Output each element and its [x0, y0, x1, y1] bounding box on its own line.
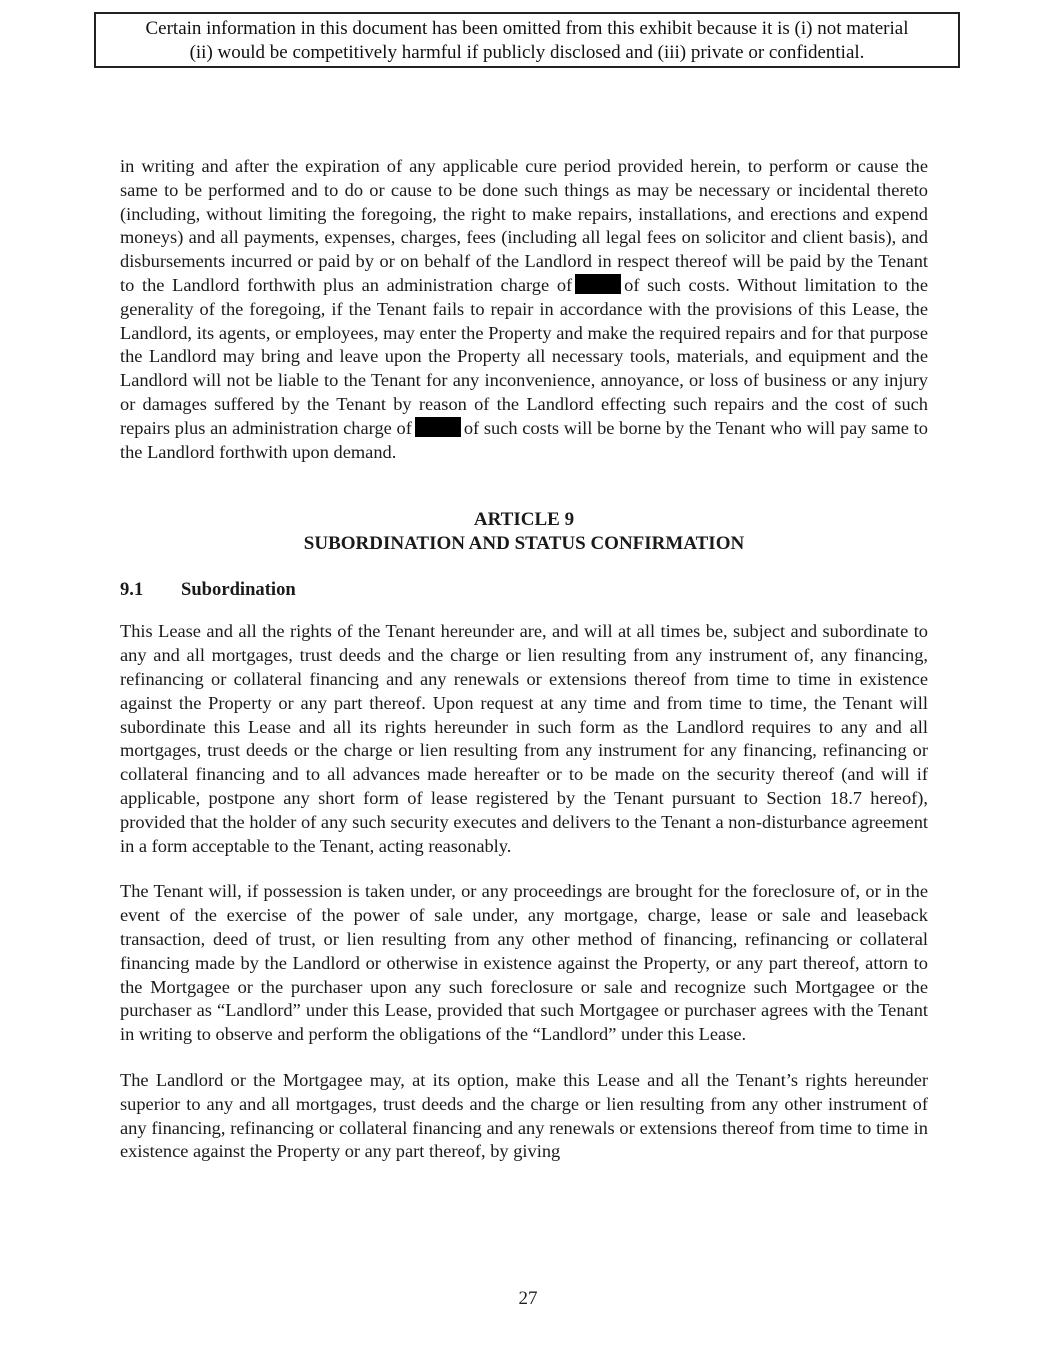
redaction-block [575, 274, 621, 294]
section-heading [120, 578, 928, 602]
redaction-notice-box [94, 12, 960, 68]
article-heading [120, 508, 928, 556]
document-body [120, 155, 928, 1164]
continuation-text-part-2: of such costs. Without limitation to the generality of the foregoing, if the Tenant fails to repair in accordance with the provisions of this Lease, the Landlord, its agents, or employees, may enter the Property and make the required repairs and for that purpose the Landlord may bring and leave upon the Property all necessary tools, materials, and equipment and the Landlord will not be liable to the Tenant for any inconvenience, annoyance, or loss of business or any injury or damages suffered by the Tenant by reason of the Landlord effecting such repairs and the cost of such repairs plus an administration charge of [120, 274, 928, 438]
notice-line-1: Certain information in this document has been omitted from this exhibit because it is (i) not material [145, 18, 909, 39]
article-title: SUBORDINATION AND STATUS CONFIRMATION [303, 533, 745, 555]
continuation-text-part-3: of such costs will be borne by the Tenant who will pay same to the Landlord forthwith upon demand. [120, 417, 928, 462]
body-paragraph: This Lease and all the rights of the Tenant hereunder are, and will at all times be, subject and subordinate to any and all mortgages, trust deeds and the charge or lien resulting from any instrument of, any financing, refinancing or collateral financing and any renewals or extensions thereof from time to time in existence against the Property or any part thereof. Upon request at any time and from time to time, the Tenant will subordinate this Lease and all its rights hereunder in such form as the Landlord requires to any and all mortgages, trust deeds or the charge or lien resulting from any instrument for any financing, refinancing or collateral financing and to all advances made hereafter or to be made on the security thereof (and will if applicable, postpone any short form of lease registered by the Tenant pursuant to Section 18.7 hereof), provided that the holder of any such security executes and delivers to the Tenant a non-disturbance agreement in a form acceptable to the Tenant, acting reasonably. [120, 621, 928, 856]
page-number: 27 [518, 1288, 538, 1309]
section-number: 9.1 [120, 579, 144, 601]
continuation-text-part-1: in writing and after the expiration of any applicable cure period provided herein, to perform or cause the same to be performed and to do or cause to be done such things as may be necessary or incidental thereto (including, without limiting the foregoing, the right to make repairs, installations, and erections and expend moneys) and all payments, expenses, charges, fees (including all legal fees on solicitor and client basis), and disbursements incurred or paid by or on behalf of the Landlord in respect thereof will be paid by the Tenant to the Landlord forthwith plus an administration charge of [120, 156, 928, 295]
continuation-paragraph [120, 155, 928, 464]
article-number: ARTICLE 9 [473, 509, 575, 531]
section-title: Subordination [181, 579, 296, 601]
redaction-block [415, 417, 461, 437]
body-paragraph: The Tenant will, if possession is taken under, or any proceedings are brought for the foreclosure of, or in the event of the exercise of the power of sale under, any mortgage, charge, lease or sale and leaseback transaction, deed of trust, or lien resulting from any other method of financing, refinancing or collateral financing made by the Landlord or otherwise in existence against the Property, or any part thereof, attorn to the Mortgagee or the purchaser upon any such foreclosure or sale and recognize such Mortgagee or the purchaser as “Landlord” under this Lease, provided that such Mortgagee or purchaser agrees with the Tenant in writing to observe and perform the obligations of the “Landlord” under this Lease. [120, 881, 928, 1045]
body-paragraph: The Landlord or the Mortgagee may, at its option, make this Lease and all the Tenant’s rights hereunder superior to any and all mortgages, trust deeds and the charge or lien resulting from any other instrument of any financing, refinancing or collateral financing and any renewals or extensions thereof from time to time in existence against the Property or any part thereof, by giving [120, 1069, 928, 1162]
notice-line-2: (ii) would be competitively harmful if publicly disclosed and (iii) private or confidential. [189, 42, 865, 63]
